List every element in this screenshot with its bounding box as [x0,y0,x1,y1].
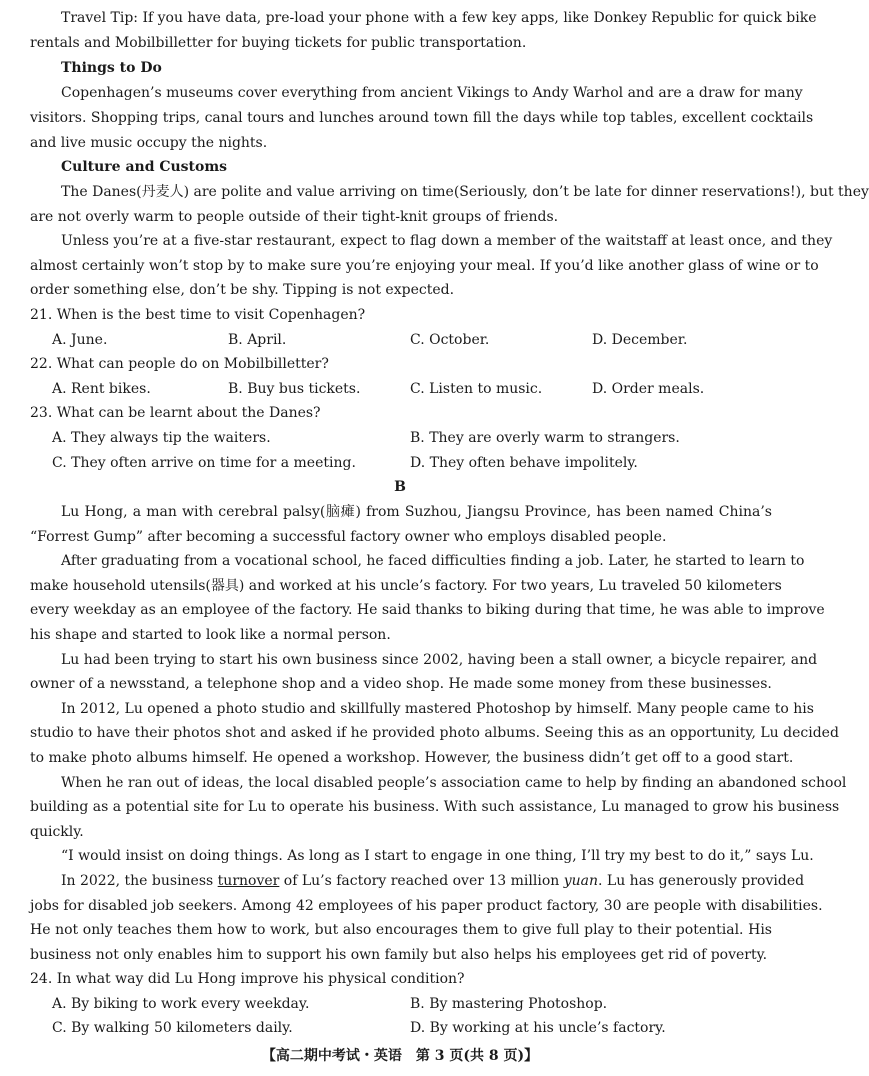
culture-paragraph-line: almost certainly won’t stop by to make sure you’re enjoying your meal. If you’d like another glass of wine or to [30,258,819,274]
passage-line: He not only teaches them how to work, but also encourages them to give full play to their potential. His [30,922,772,938]
passage-line: In 2012, Lu opened a photo studio and skillfully mastered Photoshop by himself. Many people came to his [61,701,814,717]
answer-option: A. They always tip the waiters. [52,430,271,446]
answer-option: B. By mastering Photoshop. [410,996,608,1012]
travel-tip-line: rentals and Mobilbilletter for buying tickets for public transportation. [30,35,527,51]
answer-option: D. By working at his uncle’s factory. [410,1020,666,1036]
culture-paragraph-line: order something else, don’t be shy. Tipping is not expected. [30,282,455,298]
travel-tip-line: Travel Tip: If you have data, pre-load your phone with a few key apps, like Donkey Republic for quick bike [61,10,817,26]
passage-line: business not only enables him to support his own family but also helps his employees get rid of poverty. [30,947,768,963]
passage-line: owner of a newsstand, a telephone shop and a video shop. He made some money from these businesses. [30,676,772,692]
things-paragraph-line: visitors. Shopping trips, canal tours and lunches around town fill the days while top tables, excellent cocktails [30,110,814,126]
passage-line: When he ran out of ideas, the local disabled people’s association came to help by finding an abandoned school [61,775,847,791]
answer-option: A. Rent bikes. [52,381,151,397]
question-stem: 24. In what way did Lu Hong improve his physical condition? [30,971,465,987]
answer-option: B. They are overly warm to strangers. [410,430,680,446]
passage-line: his shape and started to look like a normal person. [30,627,391,643]
passage-line: After graduating from a vocational school, he faced difficulties finding a job. Later, he started to learn to [61,553,805,569]
passage-line: to make photo albums himself. He opened a workshop. However, the business didn’t get off to a good start. [30,750,794,766]
quote-line: “I would insist on doing things. As long as I start to engage in one thing, I’ll try my best to do it,” says Lu. [61,848,814,864]
answer-option: C. Listen to music. [410,381,543,397]
passage-line: Lu Hong, a man with cerebral palsy(脑瘫) from Suzhou, Jiangsu Province, has been named China’s [61,504,772,520]
text-run: In 2022, the business [61,873,218,889]
text-run: of Lu’s factory reached over 13 million [279,873,564,889]
answer-option: D. Order meals. [592,381,705,397]
culture-paragraph-line: Unless you’re at a five-star restaurant, expect to flag down a member of the waitstaff at least once, and they [61,233,833,249]
passage-line: “Forrest Gump” after becoming a successful factory owner who employs disabled people. [30,529,667,545]
passage-line: make household utensils(器具) and worked at his uncle’s factory. For two years, Lu traveled 50 kilometers [30,578,782,594]
text-run: . Lu has generously provided [598,873,805,889]
culture-heading: Culture and Customs [61,159,228,175]
passage-label: B [394,479,406,495]
answer-option: A. June. [52,332,108,348]
underlined-word: turnover [217,873,280,889]
things-to-do-heading: Things to Do [61,60,162,76]
passage-line: building as a potential site for Lu to operate his business. With such assistance, Lu managed to grow his business [30,799,840,815]
answer-option: C. October. [410,332,490,348]
question-stem: 21. When is the best time to visit Copenhagen? [30,307,366,323]
answer-option: A. By biking to work every weekday. [52,996,310,1012]
passage-line: Lu had been trying to start his own business since 2002, having been a stall owner, a bicycle repairer, and [61,652,818,668]
culture-paragraph-line: are not overly warm to people outside of their tight-knit groups of friends. [30,209,559,225]
answer-option: D. They often behave impolitely. [410,455,638,471]
things-paragraph-line: Copenhagen’s museums cover everything from ancient Vikings to Andy Warhol and are a draw for many [61,85,803,101]
answer-option: B. Buy bus tickets. [228,381,361,397]
culture-paragraph-line: The Danes(丹麦人) are polite and value arriving on time(Seriously, don’t be late for dinner reservations!), but they [61,184,869,200]
answer-option: B. April. [228,332,287,348]
question-stem: 23. What can be learnt about the Danes? [30,405,321,421]
answer-option: D. December. [592,332,688,348]
passage-line: quickly. [30,824,84,840]
answer-option: C. By walking 50 kilometers daily. [52,1020,293,1036]
passage-line: every weekday as an employee of the factory. He said thanks to biking during that time, he was able to improve [30,602,825,618]
passage-line: studio to have their photos shot and asked if he provided photo albums. Seeing this as an opportunity, Lu decided [30,725,839,741]
things-paragraph-line: and live music occupy the nights. [30,135,268,151]
italic-word: yuan [563,873,599,889]
question-stem: 22. What can people do on Mobilbilletter? [30,356,329,372]
passage-line: jobs for disabled job seekers. Among 42 employees of his paper product factory, 30 are people with disabilities. [30,898,823,914]
answer-option: C. They often arrive on time for a meeting. [52,455,356,471]
page-footer: 【高二期中考试・英语 第 3 页(共 8 页)】 [261,1048,539,1064]
passage-line [61,871,805,891]
